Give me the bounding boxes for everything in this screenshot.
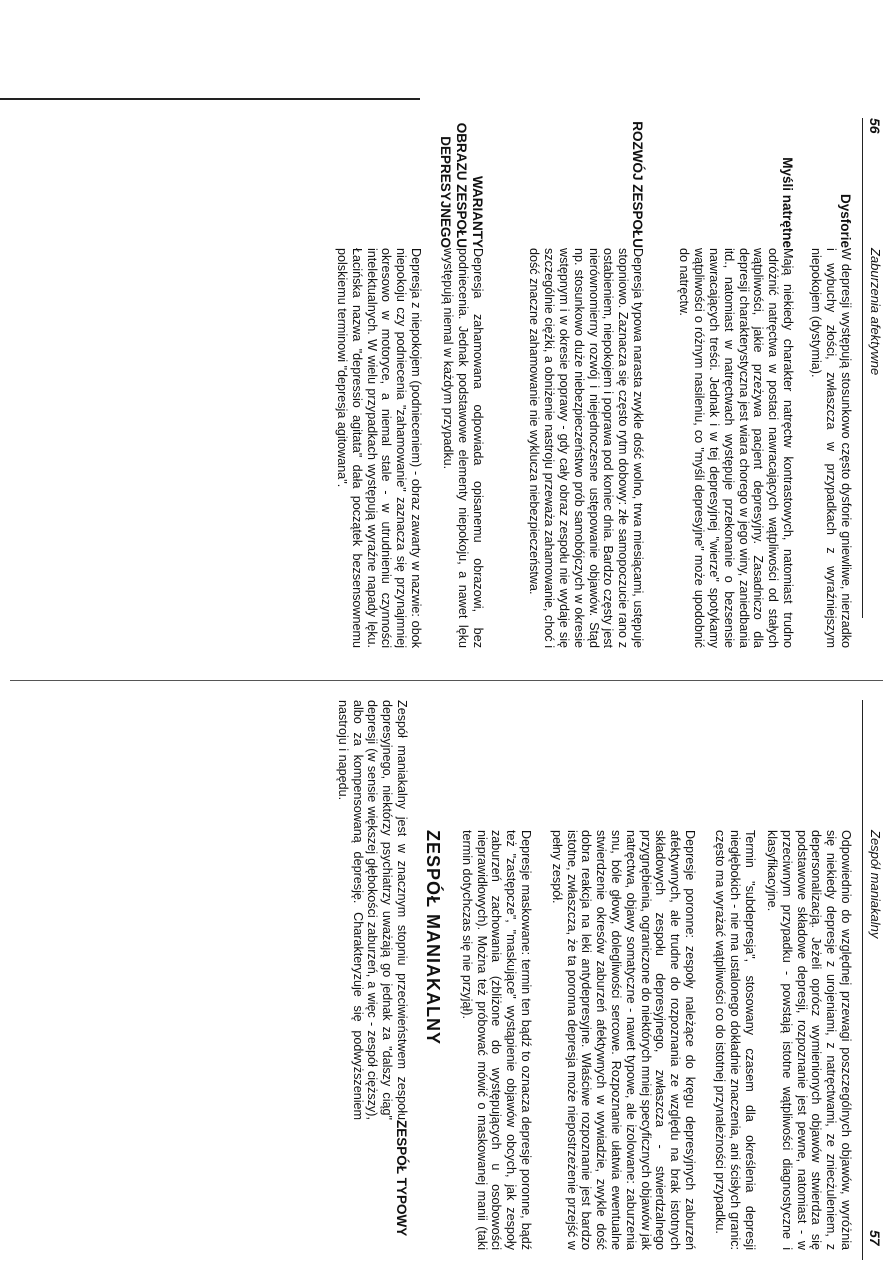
section-label: ROZWÓJ ZESPOŁU xyxy=(630,121,645,248)
paragraph: Mają niekiedy charakter natręctw kontrastowych, natomiast trudno odróżnić natręctwa w postaci nawracających wątpliwości od stałych wątpliwości, jakie przeżywa pacjent depresyjny. Zasadniczo dla depresji charakterystyczna jest wiara chorego w jego winy, zaniedbania itd., natomiast w natręctwach występuje przekonanie o bezsensie nawracających treści. Jednak i w tej depresyjnej "wierze" spotykamy wątpliwości o różnym nasileniu, co "myśli depresyjne" może upodobnić do natręctw. xyxy=(677,248,795,648)
page-57 xyxy=(0,700,893,1260)
paragraph: Zespół maniakalny jest w znacznym stopniu przeciwieństwem zespołu depresyjnego, niektórzy psychiatrzy uważają go jednak za "dalszy ciąg" depresji (w sensie większej głębokości zaburzeń, a więc - zespół cięższy), albo za kompensowaną depresję. Charakteryzuje się podwyższeniem nastroju i napędu. xyxy=(335,700,409,1120)
section-label: WARIANTY OBRAZU ZESPOŁU DEPRESYJNEGO xyxy=(438,122,485,248)
paragraph: Odpowiednio do względnej przewagi poszczególnych objawów, wyróżnia się niekiedy depresje z urojeniami, z natręctwami, ze zniecżuleniem, z depersonalizacją. Jeżeli oprócz wymienionych objawów stwierdza się podstawowe składowe depresji, rozpoznanie jest pewne, natomiast - w przeciwnym przypadku - powstają istotne wątpliwości diagnostyczne i klasyfikacyjne. xyxy=(765,830,853,1250)
running-header-57: Zespół maniakalny xyxy=(868,830,883,939)
page-56 xyxy=(0,118,893,658)
paragraph: Depresja typowa narasta zwykle dość wolno, trwa miesiącami, ustępuje stopniowo. Zaznacza się często rytm dobowy: złe samopoczucie rano z ostabieniem, niepokojem i poprawa pod koniec dnia. Bardzo częsty jest nierównomierny rozwój i niejednoczesne ustępowanie objawów. Stąd np. stosunkowo duże niebezpieczeństwo prób samobójczych w okresie wstępnym i w okresie poprawy - gdy cały obraz zespołu nie wydaje się szczególnie ciężki, a obniżenie nastroju przeważa zahamowanie, choć i dość znaczne zahamowanie nie wyklucza niebezpieczeństwa. xyxy=(527,248,645,648)
paragraph: Depresja z niepokojem (podnieceniem) - obraz zawarty w nazwie: obok niepokoju czy podniecenia "zahamowanie" zaznacza się przynajmniej okresowo w motoryce, a niemal stale - w utrudnieniu czynności intelektualnych. W wielu przypadkach występują wyraźne napady lęku. Łacińska nazwa "depressio agitata" dała początek bezsensownemu polskiemu terminowi "depresja agitowana". xyxy=(335,248,423,648)
section-label: ZESPÓŁ TYPOWY xyxy=(394,1120,409,1237)
paragraph: Depresje poronne: zespoły należące do kręgu depresyjnych zaburzeń afektywnych, ale trudne do rozpoznania ze względu na brak istotnych składowych zespołu depresyjnego, zwłaszcza - stwierdzalnego przygnębienia, ograniczone do niektórych mniej specyficznych objawów jak natręctwa, objawy somatyczne - nawet typowe, ale izolowane: zaburzenia snu, bóle głowy, dolegliwości sercowe. Rozpoznanie ułatwia ewentualne stwierdzenie okresów zaburzeń afektywnych w wywiadzie, zwykle dość dobra reakcja na leki antydepresyjne. Właściwe rozpoznanie jest bardzo istotne, zwłaszcza, że ta poronna depresja może niepostrzeżenie przejść w pełny zespół. xyxy=(549,830,697,1251)
header-rule-56 xyxy=(862,118,863,618)
chapter-heading: ZESPÓŁ MANIAKALNY xyxy=(423,830,443,1045)
page-number-56: 56 xyxy=(867,118,883,134)
running-header-56: Zaburzenia afektywne xyxy=(868,248,883,376)
section-label: Myśli natrętne xyxy=(780,157,795,248)
header-rule-57 xyxy=(862,700,863,1260)
page-divider-line xyxy=(10,680,883,681)
paragraph: Termin "subdepresja", stosowany czasem dla określenia depresji niegłębokich - nie ma ustalonego dokładnie znaczenia, ani ścisłych granic: często ma wyrażać wątpliwości co do istotnej przynależności przypadku. xyxy=(713,830,757,1250)
page-edge-line xyxy=(0,98,420,100)
paragraph: Depresja zahamowana odpowiada opisanemu obrazowi, bez podniecenia. Jednak podstawowe elementy niepokoju, a nawet lęku występują niemal w każdym przypadku. xyxy=(441,248,485,648)
page-number-57: 57 xyxy=(867,1230,883,1246)
paragraph: Depresje maskowane: termin ten bądź to oznacza depresje poronne, bądź też "zastępcze", "maskujące" wystąpienie objawów obcych, jak zespoły zaburzeń zachowania (zbliżone do występujących u osobowości nieprawidłowych). Można też próbować mówić o maskowanej manii (taki termin dotychczas się nie przyjął). xyxy=(459,830,533,1250)
paragraph: W depresji występują stosunkowo często dysforie gniewliwe, nierzadko i wybuchy złości, zwłaszcza w przypadkach z wyraźniejszym niepokojem (dystymia). xyxy=(809,248,853,648)
section-label: Dysforie xyxy=(838,193,853,248)
